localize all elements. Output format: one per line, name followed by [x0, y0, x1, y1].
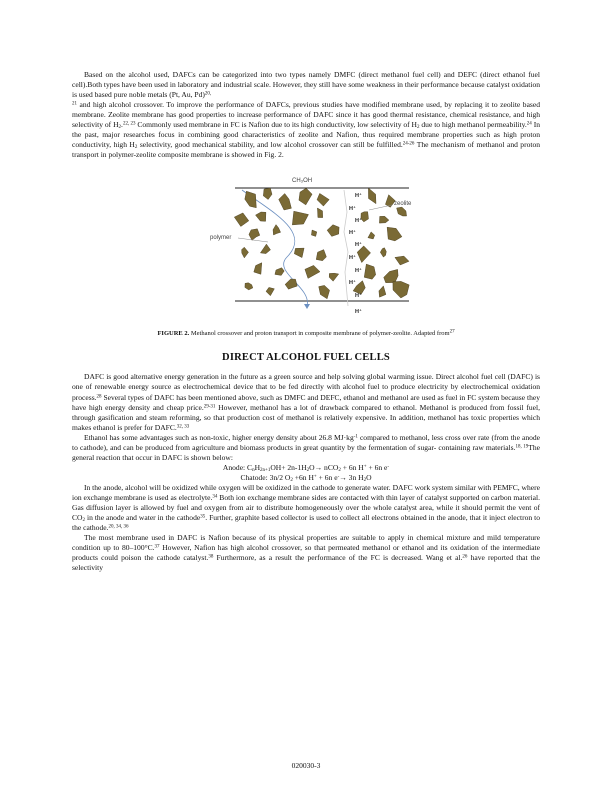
text: Both ion exchange membrane sides are contacted with thin layer of catalyst supported on carbon material. Gas diffusion layer is allowed by fuel and oxygen from air to distribute homogeneously over the whole catalyst area, while it should permit the vent of CO: [72, 492, 540, 523]
text: . Further, graphite based collector is used to collect all electrons obtained in the anode, that it inject electron to the cathode.: [72, 513, 540, 533]
citation: 38: [208, 554, 214, 560]
text: Based on the alcohol used, DAFCs can be categorized into two types namely DMFC (direct methanol fuel cell) and DEFC (direct ethanol fuel cell).Both types have been used in laboratory and industrial scale. However, they still have some weakness in their performance because catalyst oxidation is used based pure noble metals (Pt, Au, Pd): [72, 70, 540, 100]
text: selectivity, good mechanical stability, and low alcohol crossover can still be fulfilled.: [137, 140, 403, 150]
zeolite-particle: [316, 250, 326, 261]
eq-text: → 3n H: [339, 472, 364, 482]
zeolite-particle: [387, 228, 402, 242]
proton-label: H⁺: [355, 268, 362, 275]
subscript: 2: [290, 478, 293, 484]
section-heading: DIRECT ALCOHOL FUEL CELLS: [222, 352, 390, 364]
subscript: 2: [82, 518, 85, 524]
text: However, methanol has a lot of drawback compared to ethanol. Methanol is produced from fossil fuel, through gasification and steam reforming, so that production cost of methanol is relatively expensive. In addition, methanol has toxic properties which makes ethanol is prefer for DAFC.: [72, 402, 540, 432]
zeolite-particle: [384, 270, 398, 283]
caption-text: Methanol crossover and proton transport in composite membrane of polymer-zeolite. Adapted from: [189, 330, 450, 338]
citation: 20,: [204, 91, 212, 97]
eq-text: O: [366, 472, 372, 482]
zeolite-particle: [329, 274, 339, 282]
zeolite-particle: [294, 249, 304, 259]
superscript: +: [363, 464, 367, 470]
text: In the past, major researches focus in combining good characteristics of zeolite and Nafion, thus required membrane properties such as high proton conductivity, high H: [72, 120, 540, 150]
paragraph-nafion: [72, 533, 540, 573]
citation: 24: [526, 121, 532, 127]
text: The most membrane used in DAFC is Nafion because of its physical properties are suitable to apply in chemical mixture and mild temperature condition up to 80–100°C.: [72, 533, 540, 553]
citation: 22, 23: [122, 121, 136, 127]
zeolite-particle: [361, 212, 369, 222]
zeolite-particle: [397, 208, 407, 217]
proton-label: H⁺: [349, 206, 356, 213]
eq-text: + 6n e: [366, 462, 388, 472]
zeolite-label: zeolite: [394, 201, 412, 208]
proton-label: H⁺: [349, 280, 356, 287]
paragraph-ethanol: [72, 433, 540, 463]
zeolite-particle: [263, 188, 272, 200]
text: in the anode and water in the cathode: [84, 513, 201, 523]
text: However, Nafion has high alcohol crossover, so that permeated methanol or ethanol and its oxidation of the intermediate products could poison the cathode catalyst.: [72, 543, 540, 563]
zeolite-leader-line: [369, 205, 392, 210]
citation: 24-26: [402, 141, 415, 147]
proton-path: [344, 190, 348, 306]
zeolite-particle: [357, 246, 370, 263]
zeolite-particle: [379, 217, 389, 224]
zeolite-particle: [266, 288, 274, 296]
zeolite-particle: [254, 263, 262, 275]
zeolite-particle: [364, 265, 376, 280]
zeolite-particle: [279, 194, 292, 211]
zeolite-particle: [234, 213, 249, 227]
citation: 34: [212, 494, 218, 500]
text: due to high methanol permeability.: [419, 120, 527, 130]
subscript: 2: [338, 468, 341, 474]
citation: 20, 34, 36: [108, 524, 129, 530]
superscript: +: [313, 474, 317, 480]
zeolite-particle: [317, 194, 329, 207]
zeolite-particles: [234, 188, 409, 299]
text: Furthermore, as a result the performance of the FC is decreased. Wang et al.: [213, 553, 463, 563]
superscript: -: [337, 474, 340, 480]
methanol-label: CH₃OH: [292, 178, 313, 185]
figure-caption: [72, 330, 540, 338]
proton-label: H⁺: [355, 309, 362, 316]
citation: 29-31: [203, 403, 216, 409]
zeolite-particle: [305, 266, 320, 279]
proton-label: H⁺: [355, 193, 362, 200]
superscript: -: [387, 464, 390, 470]
subscript: 2: [363, 478, 367, 484]
equation-anode: [72, 463, 540, 473]
text: In the anode, alcohol will be oxidized while oxygen will be oxidized in the cathode to generate water. DAFC work system similar with PEMFC, where ion exchange membrane is used as electrolyte.: [72, 482, 540, 502]
zeolite-particle: [275, 268, 284, 276]
paragraph-dafc-intro: [72, 372, 540, 432]
figure-2: [72, 172, 540, 324]
proton-label: H⁺: [355, 293, 362, 300]
eq-text: O→ nCO: [309, 462, 339, 472]
text: .: [121, 120, 123, 130]
citation: 37: [154, 544, 160, 550]
subscript: 2n+1: [260, 468, 271, 474]
zeolite-particle: [393, 282, 409, 299]
zeolite-particle: [285, 279, 297, 289]
subscript: 2: [417, 125, 420, 131]
eq-text: Anode: C: [222, 462, 253, 472]
zeolite-particle: [380, 248, 386, 257]
zeolite-particle: [395, 257, 409, 266]
text: The mechanism of methanol and proton transport in polymer-zeolite composite membrane is showed in Fig. 2.: [72, 140, 541, 160]
zeolite-particle: [368, 232, 375, 239]
eq-text: + 6n H: [340, 462, 364, 472]
eq-text: H: [254, 462, 261, 472]
zeolite-particle: [256, 212, 266, 221]
text: Several types of DAFC has been mentioned above, such as DMFC and DEFC, ethanol and methanol are used as fuel in FC system because they have high energy density and cheap price.: [72, 392, 540, 412]
zeolite-particle: [311, 230, 316, 236]
citation: 27: [449, 329, 455, 335]
zeolite-particle: [245, 283, 253, 290]
text: Commonly used membrane in FC is Nafion due to its high conductivity, low selectivity of H: [135, 120, 418, 130]
text: The general reaction that occur in DAFC is shown below:: [72, 442, 540, 462]
zeolite-particle: [260, 245, 270, 255]
zeolite-particle: [319, 286, 330, 299]
eq-text: Chatode: 3n/2 O: [240, 472, 291, 482]
citation: 28: [96, 393, 102, 399]
polymer-label: polymer: [210, 235, 232, 242]
proton-label: H⁺: [355, 242, 362, 249]
subscript: n: [252, 468, 255, 474]
proton-label: H⁺: [349, 230, 356, 237]
proton-label: H⁺: [349, 255, 356, 262]
subscript: 2: [118, 125, 122, 131]
zeolite-particle: [273, 225, 281, 235]
text: and high alcohol crossover. To improve the performance of DAFCs, previous studies have modified membrane used, by replacing it to zeolite based membrane. Zeolite membrane has good properties to increase performance of DAFC since it has good thermal resistance, chemical resistance, and high selectivity of H: [72, 100, 540, 130]
subscript: 2: [134, 145, 138, 151]
citation: 21: [72, 101, 77, 107]
membrane-diagram: [72, 172, 540, 324]
text: DAFC is good alternative energy generation in the future as a green source and help solving global warming issue. Direct alcohol fuel cell (DAFC) is one of renewable energy source as electrochemical device that to be fed directly with alcohol fuel to produce electricity by electrochemical oxidation process.: [72, 372, 540, 402]
eq-text: OH+ 2n-1H: [270, 462, 307, 472]
zeolite-particle: [327, 225, 339, 237]
paragraph-anode-cathode: [72, 483, 540, 533]
citation: 35: [200, 514, 206, 520]
superscript: -1: [353, 434, 358, 440]
proton-transport-arrow: [344, 190, 348, 306]
zeolite-particle: [292, 212, 308, 226]
caption-label: FIGURE 2.: [157, 330, 190, 338]
citation: 26: [462, 554, 468, 560]
page-footer: 020030-3: [291, 761, 321, 770]
eq-text: +6n H: [292, 472, 314, 482]
zeolite-particle: [242, 248, 249, 259]
text: compared to methanol, less cross over rate (from the anode to cathode), and can be produced from agriculture and biomass products in great quantity by the fermentation of sugar- containing raw materials.: [72, 432, 540, 452]
arrow-head: [304, 304, 310, 309]
zeolite-particle: [368, 188, 376, 204]
subscript: 2: [306, 468, 310, 474]
eq-text: + 6n e: [316, 472, 338, 482]
equation-cathode: [72, 473, 540, 483]
zeolite-particle: [245, 192, 256, 209]
page-body: [72, 70, 540, 573]
proton-label: H⁺: [355, 218, 362, 225]
text: Ethanol has some advantages such as non-toxic, higher energy density about 26.8 MJ·kg: [84, 432, 354, 442]
zeolite-particle: [317, 208, 322, 218]
zeolite-particle: [249, 229, 260, 241]
citation: 18, 19: [515, 444, 529, 450]
zeolite-particle: [379, 286, 386, 297]
citation: 32, 33: [176, 424, 190, 430]
zeolite-particle: [299, 189, 312, 206]
text: have reported that the selectivity: [72, 553, 540, 573]
paragraph-dafc-types: [72, 70, 540, 160]
